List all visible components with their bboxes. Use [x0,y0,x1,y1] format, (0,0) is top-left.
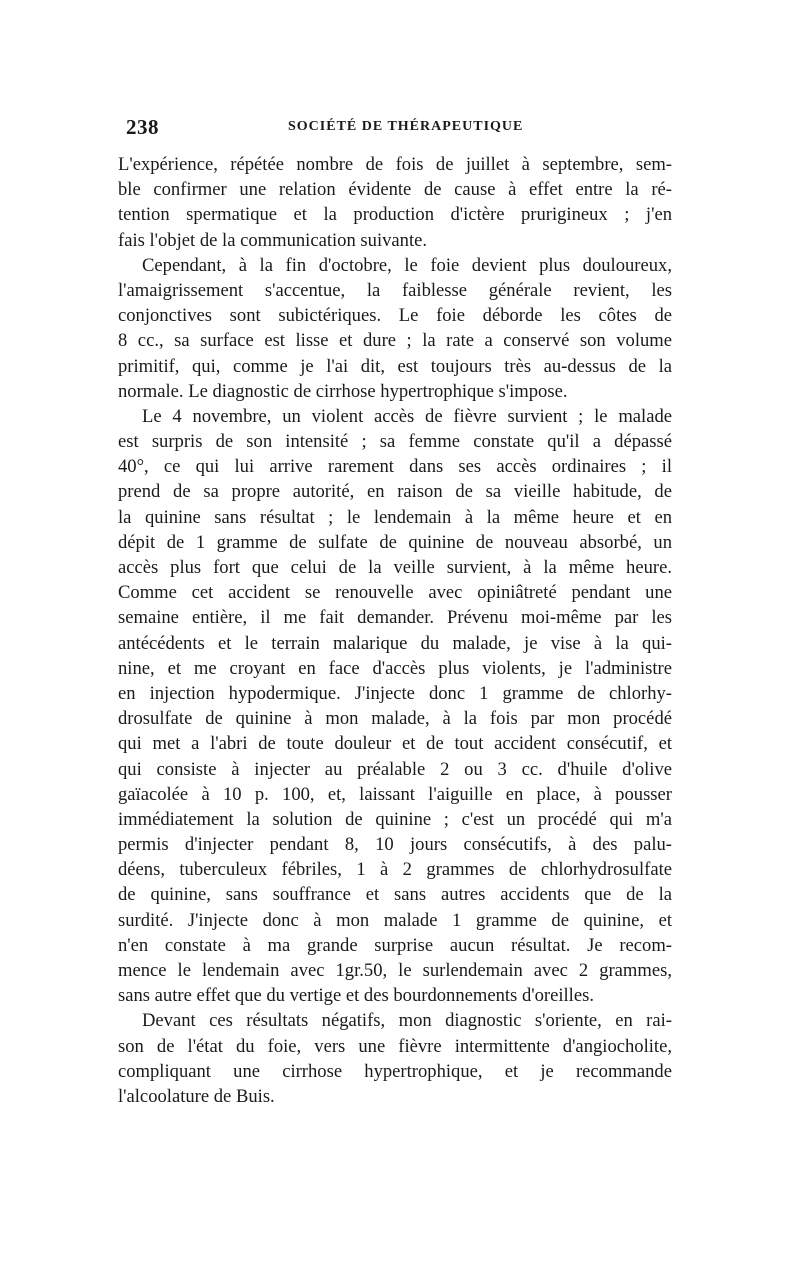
text-line: nine, et me croyant en face d'accès plus violents, je l'administre [118,657,672,679]
text-line: accès plus fort que celui de la veille survient, à la même heure. [118,557,672,578]
text-line: qui consiste à injecter au préalable 2 ou 3 cc. d'huile d'olive [118,758,672,780]
text-line: qui met a l'abri de toute douleur et de tout accident consécutif, et [118,733,672,755]
text-line: L'expérience, répétée nombre de fois de juillet à septembre, sem- [118,154,672,175]
text-line: gaïacolée à 10 p. 100, et, laissant l'aiguille en place, à pousser [118,783,672,805]
text-line: normale. Le diagnostic de cirrhose hypertrophique s'impose. [118,380,568,402]
text-line: de quinine, sans souffrance et sans autres accidents que de la [118,884,672,906]
text-line: prend de sa propre autorité, en raison de sa vieille habitude, de [118,481,672,503]
running-head: SOCIÉTÉ DE THÉRAPEUTIQUE [288,119,524,134]
text-line: 40°, ce qui lui arrive rarement dans ses accès ordinaires ; il [118,456,672,478]
text-line: permis d'injecter pendant 8, 10 jours consécutifs, à des palu- [118,834,672,856]
page-header [126,115,672,145]
text-line: est surpris de son intensité ; sa femme constate qu'il a dépassé [118,431,672,453]
text-line: tention spermatique et la production d'ictère prurigineux ; j'en [118,204,672,226]
text-line: l'alcoolature de Buis. [118,1085,275,1107]
text-line: antécédents et le terrain malarique du malade, je vise à la qui- [118,632,672,654]
text-line: mence le lendemain avec 1gr.50, le surlendemain avec 2 grammes, [118,960,672,981]
text-line: l'amaigrissement s'accentue, la faiblesse générale revient, les [118,279,672,301]
text-line: immédiatement la solution de quinine ; c'est un procédé qui m'a [118,808,672,830]
text-line: fais l'objet de la communication suivante. [118,229,428,251]
body-text [118,152,672,1109]
text-line: drosulfate de quinine à mon malade, à la fois par mon procédé [118,708,672,730]
text-line: semaine entière, il me fait demander. Prévenu moi-même par les [118,607,672,629]
text-line: Cependant, à la fin d'octobre, le foie devient plus douloureux, [142,254,672,276]
text-line: compliquant une cirrhose hypertrophique, et je recommande [118,1060,672,1082]
text-line: surdité. J'injecte donc à mon malade 1 gramme de quinine, et [118,909,672,931]
text-line: n'en constate à ma grande surprise aucun résultat. Je recom- [118,934,672,956]
text-line: ble confirmer une relation évidente de cause à effet entre la ré- [118,179,672,201]
text-line: primitif, qui, comme je l'ai dit, est toujours très au-dessus de la [118,355,672,377]
text-line: conjonctives sont subictériques. Le foie déborde les côtes de [118,305,672,327]
text-line: Devant ces résultats négatifs, mon diagnostic s'oriente, en rai- [142,1010,672,1032]
page-number: 238 [126,115,159,139]
text-line: déens, tuberculeux fébriles, 1 à 2 grammes de chlorhydrosulfate [118,859,672,881]
text-line: Le 4 novembre, un violent accès de fièvre survient ; le malade [142,405,672,427]
text-line: Comme cet accident se renouvelle avec opiniâtreté pendant une [118,582,672,604]
text-line: 8 cc., sa surface est lisse et dure ; la rate a conservé son volume [118,330,672,352]
text-line: son de l'état du foie, vers une fièvre intermittente d'angiocholite, [118,1035,672,1057]
text-line: dépit de 1 gramme de sulfate de quinine de nouveau absorbé, un [118,531,672,553]
text-line: la quinine sans résultat ; le lendemain à la même heure et en [118,506,672,528]
text-line: sans autre effet que du vertige et des bourdonnements d'oreilles. [118,985,594,1007]
text-line: en injection hypodermique. J'injecte donc 1 gramme de chlorhy- [118,682,672,704]
